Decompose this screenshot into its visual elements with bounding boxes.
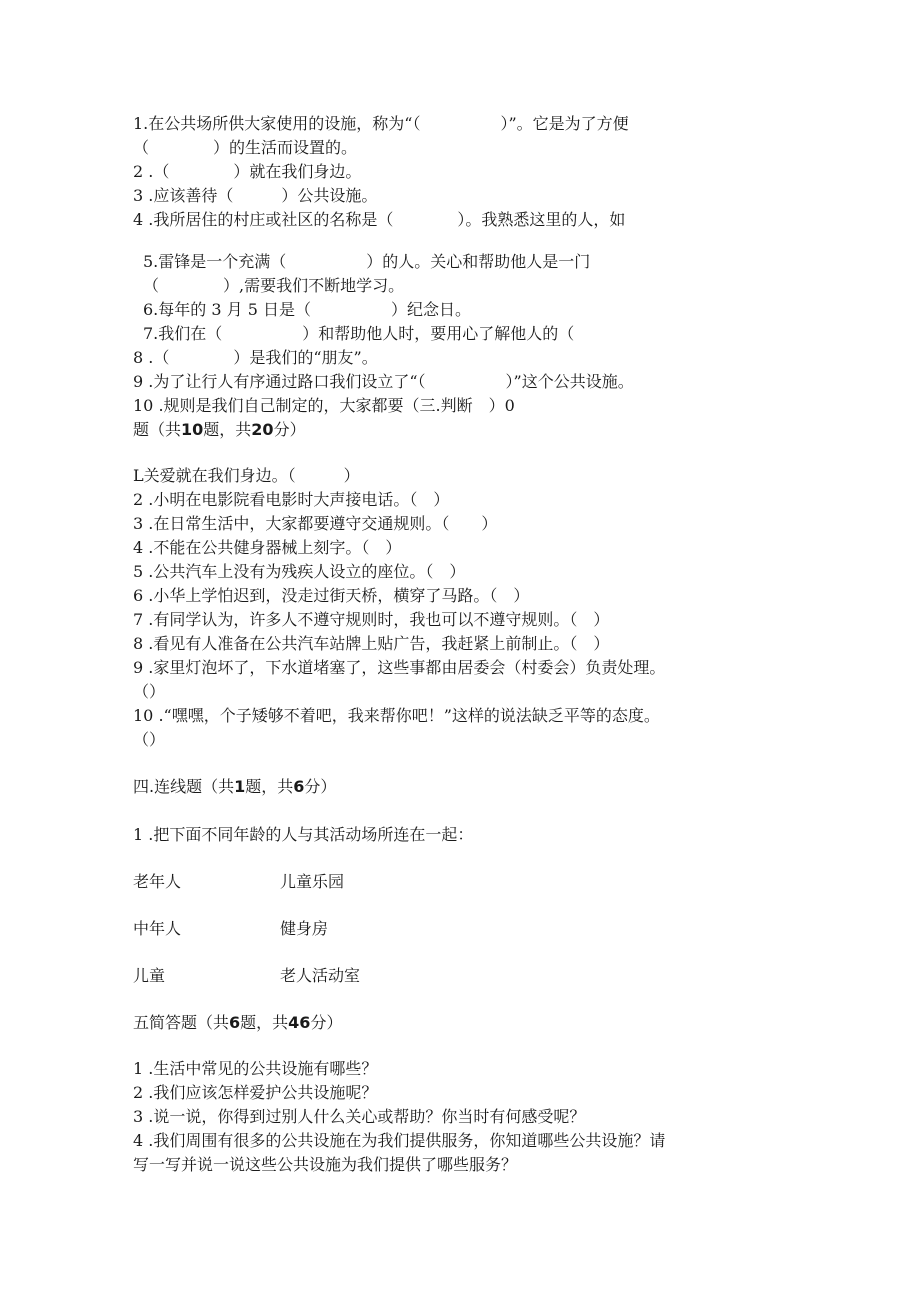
match-heading xyxy=(133,777,336,797)
short-item: 3 .说一说，你得到过别人什么关心或帮助？你当时有何感受呢？ xyxy=(133,1107,586,1126)
judge-heading-points: 20 xyxy=(251,420,274,439)
judge-heading-count: 10 xyxy=(181,420,204,439)
judge-item: 5 .公共汽车上没有为残疾人设立的座位。（ ） xyxy=(133,562,466,581)
fill-q10: 10 .规则是我们自己制定的，大家都要（三.判断 ）0 xyxy=(133,396,515,415)
judge-item: 9 .家里灯泡坏了，下水道堵塞了，这些事都由居委会（村委会）负责处理。 xyxy=(133,658,666,677)
match-left-item: 中年人 xyxy=(133,919,182,938)
match-right-item: 儿童乐园 xyxy=(280,872,345,891)
judge-item: 3 .在日常生活中，大家都要遵守交通规则。（ ） xyxy=(133,514,498,533)
judge-heading-pre: 题（共 xyxy=(133,420,182,439)
short-heading-post: 分） xyxy=(310,1013,343,1032)
match-question: 1 .把下面不同年龄的人与其活动场所连在一起： xyxy=(133,825,474,844)
short-item: 1 .生活中常见的公共设施有哪些？ xyxy=(133,1059,378,1078)
short-heading-pre: 五简答题（共 xyxy=(133,1013,230,1032)
short-item-continued: 写一写并说一说这些公共设施为我们提供了哪些服务？ xyxy=(133,1155,518,1174)
short-heading xyxy=(133,1013,342,1033)
fill-q8: 8 .（ ）是我们的“朋友”。 xyxy=(133,348,378,367)
fill-q3: 3 .应该善待（ ）公共设施。 xyxy=(133,186,378,205)
judge-item: 2 .小明在电影院看电影时大声接电话。（ ） xyxy=(133,490,450,509)
match-right-item: 健身房 xyxy=(280,919,329,938)
match-heading-post: 分） xyxy=(304,777,337,796)
judge-heading-mid: 题，共 xyxy=(203,420,252,439)
judge-item: 7 .有同学认为，许多人不遵守规则时，我也可以不遵守规则。（ ） xyxy=(133,610,610,629)
fill-q9: 9 .为了让行人有序通过路口我们设立了“（ ）”这个公共设施。 xyxy=(133,372,634,391)
short-item: 4 .我们周围有很多的公共设施在为我们提供服务，你知道哪些公共设施？请 xyxy=(133,1131,666,1150)
match-heading-count: 1 xyxy=(234,777,246,796)
fill-q6: 6.每年的 3 月 5 日是（ ）纪念日。 xyxy=(143,300,471,319)
short-item: 2 .我们应该怎样爱护公共设施呢？ xyxy=(133,1083,378,1102)
fill-q4: 4 .我所居住的村庄或社区的名称是（ ）。我熟悉这里的人，如 xyxy=(133,210,626,229)
judge-heading-post: 分） xyxy=(273,420,306,439)
judge-item: 10 .“嘿嘿，个子矮够不着吧，我来帮你吧！”这样的说法缺乏平等的态度。 xyxy=(133,706,660,725)
fill-q5-line2: （ ）,需要我们不断地学习。 xyxy=(143,276,405,295)
short-heading-mid: 题，共 xyxy=(240,1013,289,1032)
judge-item: 8 .看见有人准备在公共汽车站牌上贴广告，我赶紧上前制止。（ ） xyxy=(133,634,610,653)
judge-item-answer: （） xyxy=(133,730,166,749)
fill-q7: 7.我们在（ ）和帮助他人时，要用心了解他人的（ xyxy=(143,324,575,343)
fill-q1-line1: 1.在公共场所供大家使用的设施，称为“（ ）”。它是为了方便 xyxy=(133,114,629,133)
judge-item: 6 .小华上学怕迟到，没走过街天桥，横穿了马路。（ ） xyxy=(133,586,530,605)
match-left-item: 儿童 xyxy=(133,966,166,985)
fill-q5-line1: 5.雷锋是一个充满（ ）的人。关心和帮助他人是一门 xyxy=(143,252,591,271)
fill-q2: 2 .（ ）就在我们身边。 xyxy=(133,162,362,181)
judge-heading xyxy=(133,420,306,440)
match-heading-points: 6 xyxy=(293,777,305,796)
judge-item: L关爱就在我们身边。（ ） xyxy=(133,466,360,485)
judge-item: 4 .不能在公共健身器械上刻字。（ ） xyxy=(133,538,402,557)
short-heading-count: 6 xyxy=(229,1013,241,1032)
judge-item-answer: （） xyxy=(133,682,166,701)
match-heading-mid: 题，共 xyxy=(245,777,294,796)
short-heading-points: 46 xyxy=(288,1013,311,1032)
match-right-item: 老人活动室 xyxy=(280,966,361,985)
match-left-item: 老年人 xyxy=(133,872,182,891)
match-heading-pre: 四.连线题（共 xyxy=(133,777,235,796)
fill-q1-line2: （ ）的生活而设置的。 xyxy=(133,138,358,157)
